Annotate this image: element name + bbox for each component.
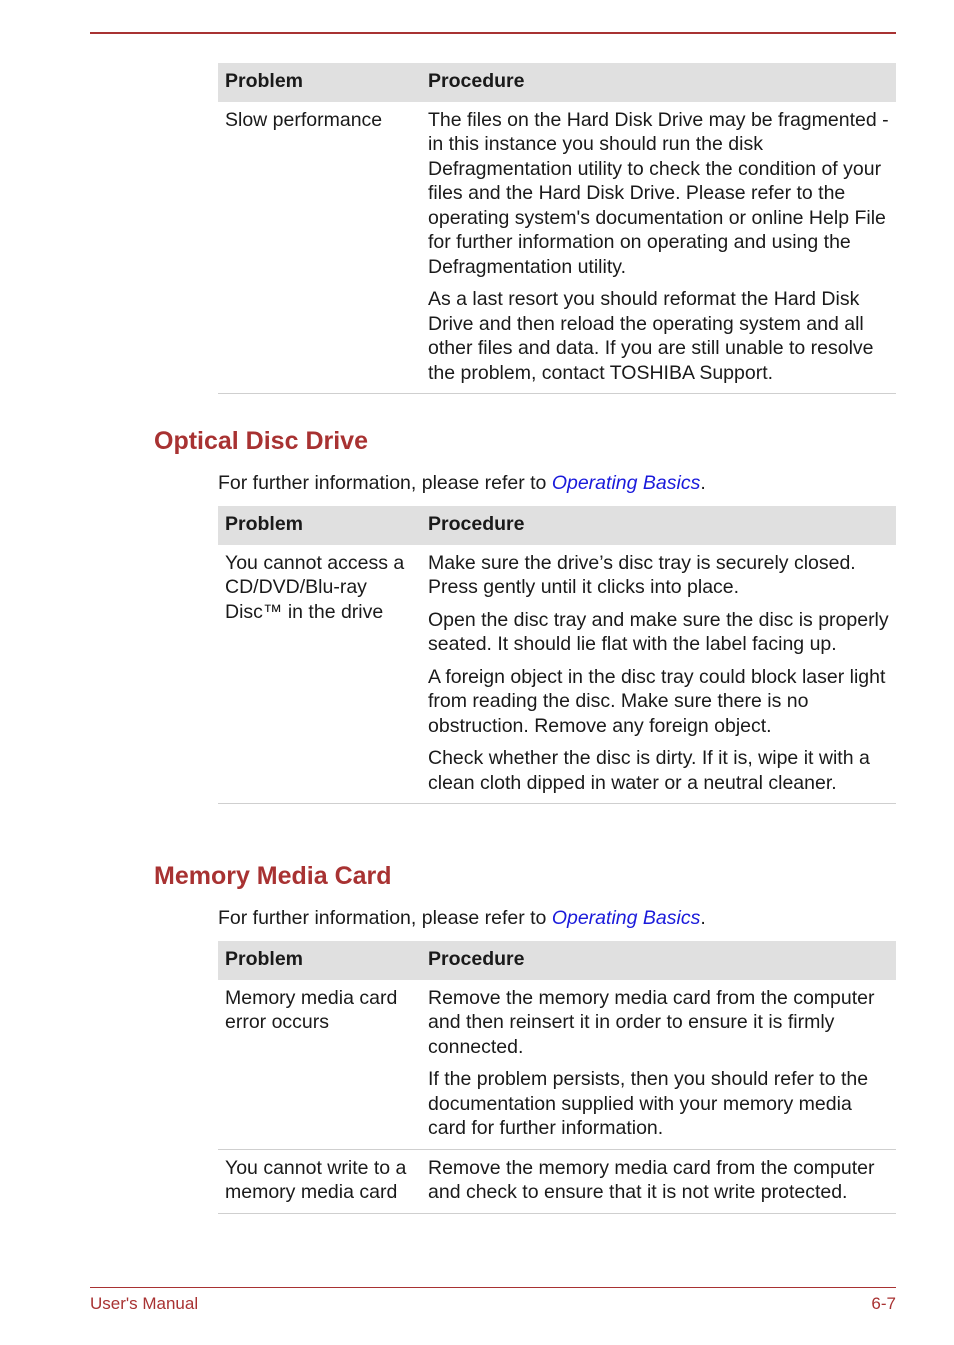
column-header-procedure: Procedure — [421, 63, 896, 102]
procedure-paragraph: The files on the Hard Disk Drive may be fragmented - in this instance you should run the disk Defragmentation utility to check the condition of your files and the Hard Disk Drive. Please refer to the operating system's documentation or online Help File for further information on operating and using the Defragmentation utility. — [428, 108, 889, 278]
procedure-cell — [421, 545, 896, 804]
problem-cell: Slow performance — [218, 102, 421, 394]
procedure-paragraph: Open the disc tray and make sure the disc is properly seated. It should lie flat with the label facing up. — [428, 608, 889, 655]
table-header-row — [218, 506, 896, 545]
procedure-cell — [421, 980, 896, 1150]
procedure-cell — [421, 1149, 896, 1213]
operating-basics-link[interactable]: Operating Basics — [551, 472, 701, 494]
memory-problem-table — [218, 941, 896, 1214]
intro-end: . — [700, 907, 706, 929]
column-header-procedure: Procedure — [421, 941, 896, 980]
column-header-problem: Problem — [218, 506, 421, 545]
procedure-cell — [421, 102, 896, 394]
section-intro — [218, 907, 706, 930]
footer-manual-title: User's Manual — [90, 1294, 199, 1313]
procedure-paragraph: A foreign object in the disc tray could block laser light from reading the disc. Make sure there is no obstruction. Remove any foreign object. — [428, 665, 886, 737]
procedure-paragraph: If the problem persists, then you should refer to the documentation supplied with your memory media card for further information. — [428, 1068, 869, 1139]
problem-cell: You cannot write to a memory media card — [218, 1149, 421, 1213]
operating-basics-link[interactable]: Operating Basics — [551, 907, 701, 929]
procedure-paragraph: As a last resort you should reformat the Hard Disk Drive and then reload the operating system and all other files and data. If you are still unable to resolve the problem, contact TOSHIBA Support. — [428, 288, 874, 384]
table-row — [218, 545, 896, 804]
column-header-problem: Problem — [218, 63, 421, 102]
section-heading-optical-disc-drive: Optical Disc Drive — [154, 427, 368, 455]
problem-cell: You cannot access a CD/DVD/Blu-ray Disc™ in the drive — [218, 545, 421, 804]
column-header-procedure: Procedure — [421, 506, 896, 545]
table-header-row — [218, 63, 896, 102]
section-heading-memory-media-card: Memory Media Card — [154, 862, 392, 890]
hdd-problem-table — [218, 63, 896, 394]
table-row — [218, 102, 896, 394]
footer-page-number: 6-7 — [871, 1294, 896, 1313]
intro-text: For further information, please refer to — [218, 472, 552, 494]
procedure-paragraph: Make sure the drive’s disc tray is securely closed. Press gently until it clicks into place. — [428, 551, 856, 598]
problem-cell: Memory media card error occurs — [218, 980, 421, 1150]
bottom-rule — [90, 1287, 896, 1288]
intro-end: . — [700, 472, 706, 494]
table-header-row — [218, 941, 896, 980]
column-header-problem: Problem — [218, 941, 421, 980]
procedure-paragraph: Check whether the disc is dirty. If it is, wipe it with a clean cloth dipped in water or a neutral cleaner. — [428, 747, 870, 794]
section-intro — [218, 472, 706, 495]
table-row — [218, 980, 896, 1150]
procedure-paragraph: Remove the memory media card from the computer and then reinsert it in order to ensure it is firmly connected. — [428, 986, 875, 1058]
table-row — [218, 1149, 896, 1213]
intro-text: For further information, please refer to — [218, 907, 552, 929]
optical-problem-table — [218, 506, 896, 804]
procedure-paragraph: Remove the memory media card from the computer and check to ensure that it is not write protected. — [428, 1156, 875, 1203]
top-rule — [90, 32, 896, 34]
